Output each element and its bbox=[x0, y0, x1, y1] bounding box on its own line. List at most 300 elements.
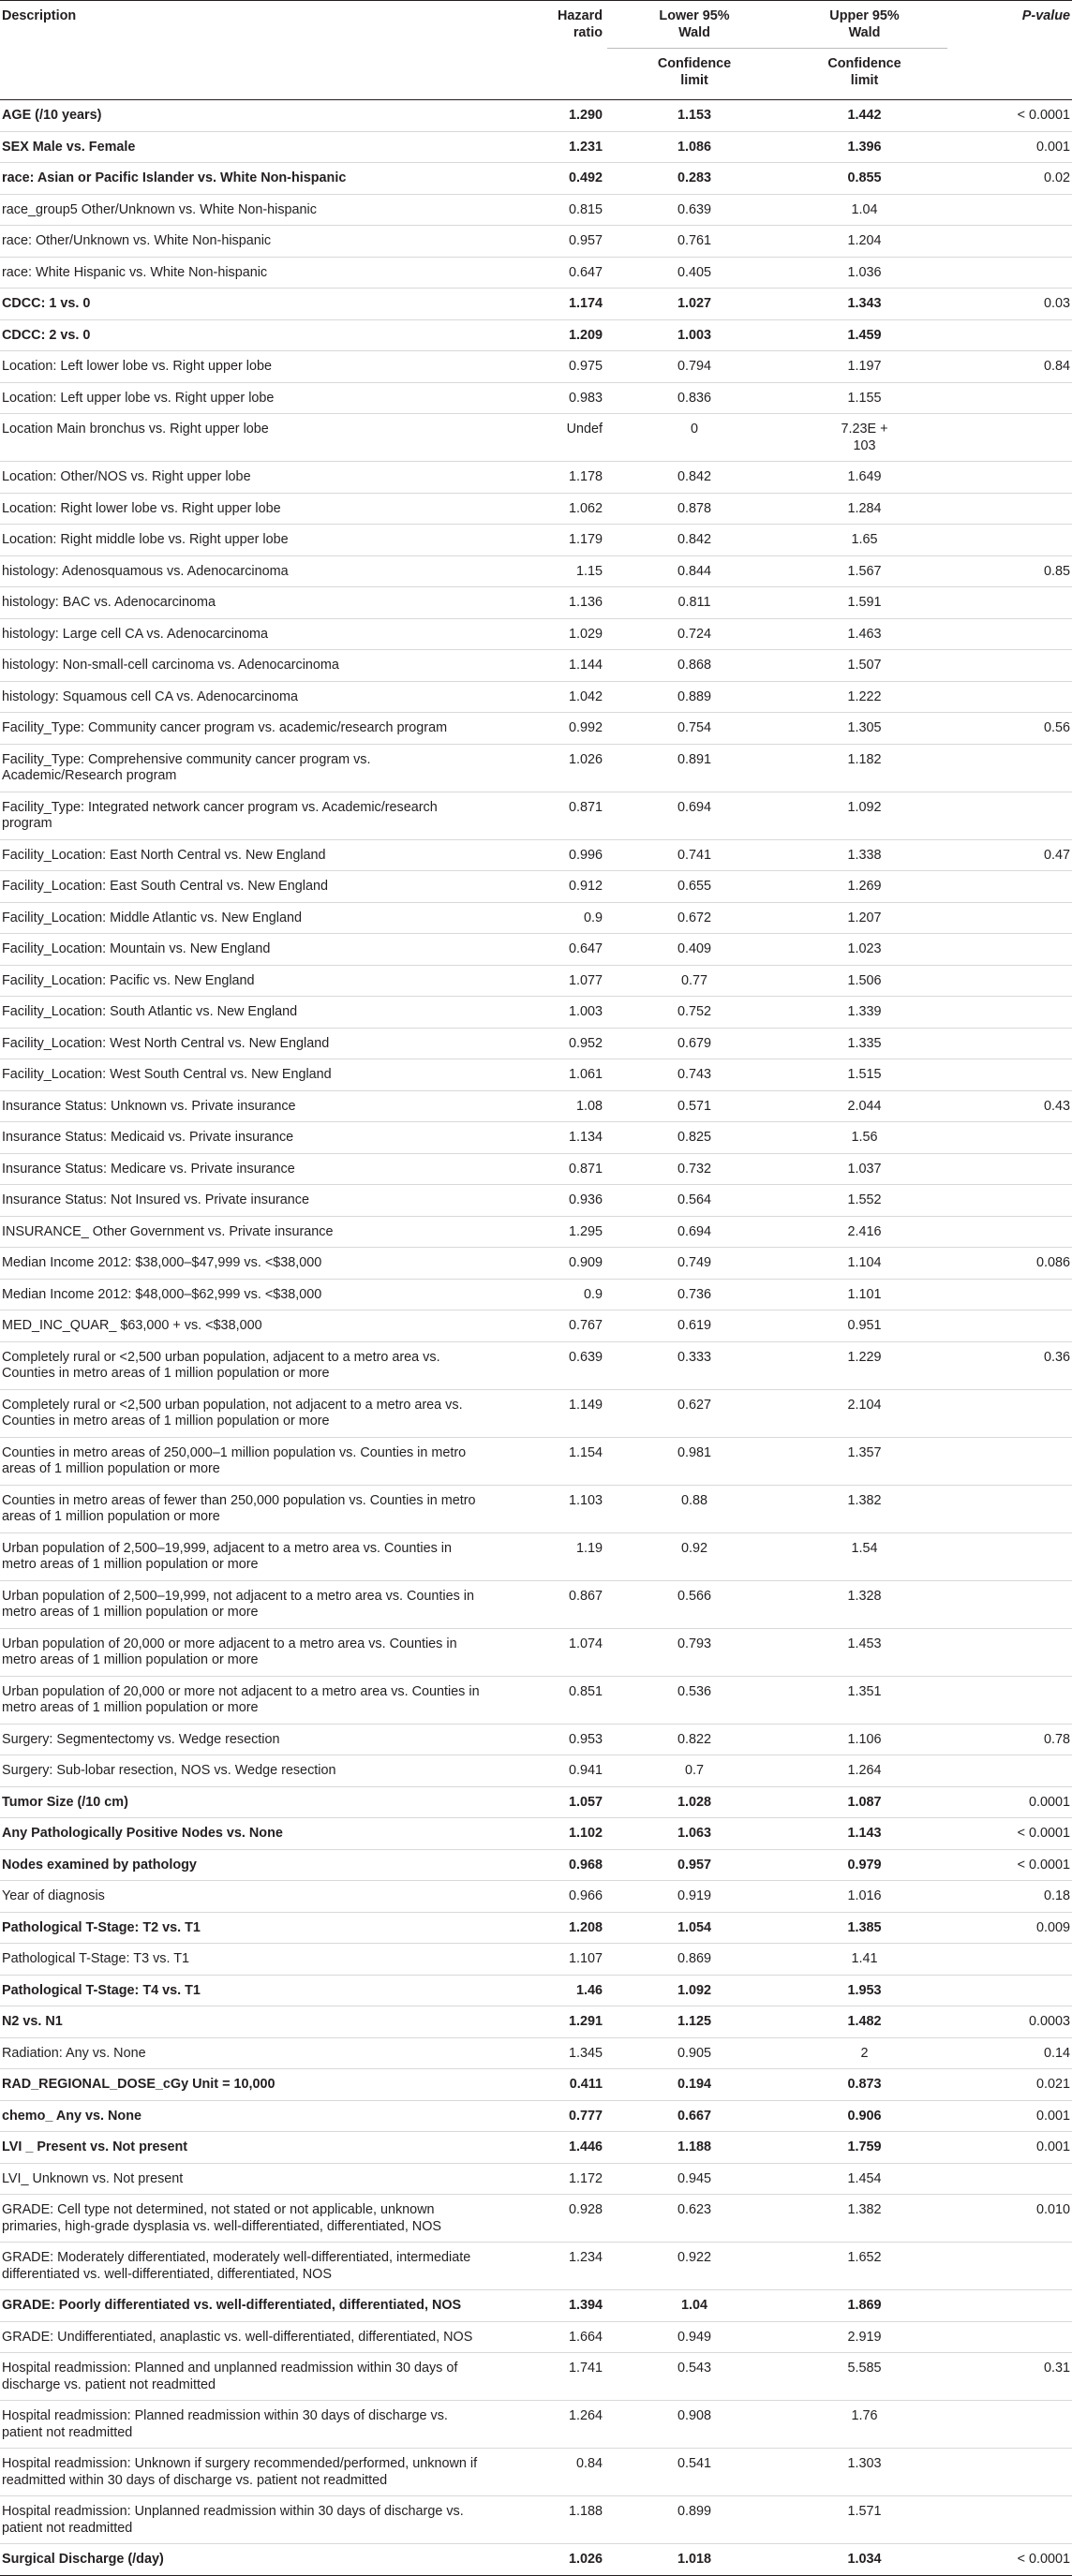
cell-lower-limit: 0.844 bbox=[677, 563, 711, 579]
cell-hazard-ratio: 1.074 bbox=[568, 1636, 603, 1651]
cell-upper-limit-text: 1.284 bbox=[847, 500, 882, 516]
cell-lower-limit: 0.811 bbox=[677, 595, 711, 610]
cell-upper-limit-text: 1.953 bbox=[847, 1982, 882, 1998]
cell-p-value: < 0.0001 bbox=[1017, 2552, 1070, 2567]
cell-p-value bbox=[947, 1310, 1072, 1342]
cell-hazard-ratio: 0.851 bbox=[568, 1683, 603, 1699]
cell-lower-limit: 0.283 bbox=[677, 170, 711, 185]
cell-lower-limit: 0.405 bbox=[677, 264, 711, 280]
cell-upper-limit bbox=[782, 2449, 947, 2496]
cell-description: Location: Left upper lobe vs. Right upper lobe bbox=[2, 390, 275, 406]
cell-upper-limit bbox=[782, 871, 947, 903]
table-row bbox=[0, 131, 1072, 163]
cell-p-value bbox=[947, 226, 1072, 258]
table-row bbox=[0, 839, 1072, 871]
cell-upper-limit bbox=[782, 462, 947, 494]
table-row bbox=[0, 2496, 1072, 2544]
cell-description: GRADE: Poorly differentiated vs. well-differentiated, differentiated, NOS bbox=[2, 2298, 462, 2313]
cell-description: histology: Squamous cell CA vs. Adenocarcinoma bbox=[2, 688, 298, 704]
cell-p-value: 0.021 bbox=[1035, 2077, 1070, 2092]
cell-hazard-ratio: 1.209 bbox=[568, 327, 603, 343]
cell-description: Facility_Location: West South Central vs. New England bbox=[2, 1067, 332, 1082]
cell-upper-limit-text: 1.04 bbox=[851, 201, 878, 217]
cell-hazard-ratio: 0.9 bbox=[583, 1286, 603, 1302]
cell-upper-limit bbox=[782, 744, 947, 792]
table-row bbox=[0, 792, 1072, 839]
cell-lower-limit: 0.667 bbox=[677, 2108, 711, 2124]
cell-description: Surgical Discharge (/day) bbox=[2, 2552, 164, 2567]
table-row bbox=[0, 163, 1072, 195]
cell-upper-limit bbox=[782, 351, 947, 383]
cell-hazard-ratio: 1.149 bbox=[568, 1397, 603, 1413]
cell-hazard-ratio: 1.062 bbox=[568, 500, 603, 516]
table-row bbox=[0, 1310, 1072, 1342]
cell-hazard-ratio: 1.394 bbox=[568, 2298, 603, 2313]
cell-lower-limit: 0.194 bbox=[677, 2077, 711, 2092]
cell-hazard-ratio: 1.102 bbox=[568, 1826, 603, 1841]
cell-hazard-ratio: 0.909 bbox=[568, 1255, 603, 1270]
cell-description: CDCC: 1 vs. 0 bbox=[2, 296, 91, 311]
cell-hazard-ratio: 0.952 bbox=[568, 1035, 603, 1051]
cell-hazard-ratio: 1.08 bbox=[575, 1098, 603, 1114]
cell-lower-limit: 0.868 bbox=[677, 658, 711, 673]
cell-upper-limit bbox=[782, 1485, 947, 1532]
cell-p-value bbox=[947, 871, 1072, 903]
cell-p-value: 0.14 bbox=[1043, 2045, 1070, 2061]
cell-hazard-ratio: 1.234 bbox=[568, 2250, 603, 2265]
cell-lower-limit: 0.949 bbox=[677, 2329, 711, 2345]
cell-description: Location Main bronchus vs. Right upper lobe bbox=[2, 422, 269, 437]
table-row bbox=[0, 289, 1072, 320]
cell-lower-limit: 1.027 bbox=[677, 296, 711, 311]
table-row bbox=[0, 1279, 1072, 1310]
cell-upper-limit bbox=[782, 1389, 947, 1437]
table-row bbox=[0, 587, 1072, 619]
cell-lower-limit: 0.694 bbox=[677, 799, 711, 815]
cell-upper-limit-text: 1.036 bbox=[847, 264, 882, 280]
cell-upper-limit-text: 1.106 bbox=[847, 1731, 882, 1747]
cell-description: Facility_Type: Community cancer program vs. academic/research program bbox=[2, 720, 448, 735]
cell-p-value bbox=[947, 1279, 1072, 1310]
cell-lower-limit: 0.564 bbox=[677, 1192, 711, 1207]
cell-upper-limit bbox=[782, 257, 947, 289]
cell-p-value bbox=[947, 1216, 1072, 1248]
cell-upper-limit-text: 1.264 bbox=[847, 1763, 882, 1778]
cell-upper-limit bbox=[782, 1724, 947, 1755]
cell-hazard-ratio: 1.172 bbox=[568, 2170, 603, 2186]
table-header bbox=[0, 0, 1072, 100]
cell-upper-limit-text: 1.197 bbox=[847, 359, 882, 374]
cell-upper-limit-text: 0.855 bbox=[847, 170, 882, 185]
cell-p-value: 0.56 bbox=[1043, 720, 1070, 735]
cell-upper-limit bbox=[782, 1786, 947, 1818]
cell-upper-limit-text: 1.552 bbox=[847, 1192, 882, 1207]
cell-hazard-ratio: 0.996 bbox=[568, 847, 603, 863]
cell-hazard-ratio: 0.411 bbox=[569, 2077, 603, 2092]
cell-p-value: 0.001 bbox=[1035, 139, 1070, 155]
cell-hazard-ratio: 0.9 bbox=[583, 910, 603, 925]
cell-upper-limit-text: 2.044 bbox=[847, 1098, 882, 1114]
cell-description: AGE (/10 years) bbox=[2, 108, 102, 123]
cell-lower-limit: 0.905 bbox=[677, 2045, 711, 2061]
cell-upper-limit-text: 1.56 bbox=[851, 1130, 878, 1145]
cell-upper-limit bbox=[782, 131, 947, 163]
cell-upper-limit bbox=[782, 1628, 947, 1676]
cell-hazard-ratio: 0.647 bbox=[568, 264, 603, 280]
cell-lower-limit: 1.153 bbox=[677, 108, 711, 123]
cell-upper-limit bbox=[782, 1185, 947, 1217]
cell-upper-limit bbox=[782, 1532, 947, 1580]
cell-description: GRADE: Moderately differentiated, moderately well-differentiated, intermediate differentiated vs. well-differentiated, differentiated, NOS bbox=[2, 2250, 471, 2282]
cell-upper-limit bbox=[782, 2006, 947, 2038]
cell-upper-limit-text: 1.76 bbox=[851, 2408, 878, 2423]
cell-upper-limit bbox=[782, 319, 947, 351]
cell-p-value bbox=[947, 1532, 1072, 1580]
cell-hazard-ratio: 1.290 bbox=[568, 108, 603, 123]
table-row bbox=[0, 2290, 1072, 2322]
cell-description: INSURANCE_ Other Government vs. Private insurance bbox=[2, 1223, 334, 1239]
cell-lower-limit: 0.899 bbox=[677, 2504, 711, 2519]
cell-description: Pathological T-Stage: T2 vs. T1 bbox=[2, 1919, 201, 1935]
cell-upper-limit-text: 0.906 bbox=[847, 2108, 882, 2124]
cell-description: Facility_Location: Middle Atlantic vs. New England bbox=[2, 910, 302, 925]
cell-upper-limit-text: 1.034 bbox=[847, 2552, 882, 2567]
cell-upper-limit-text: 1.016 bbox=[847, 1888, 882, 1903]
cell-hazard-ratio: 1.154 bbox=[568, 1444, 603, 1460]
table-body bbox=[0, 100, 1072, 2576]
cell-upper-limit bbox=[782, 2290, 947, 2322]
cell-description: Location: Left lower lobe vs. Right upper lobe bbox=[2, 359, 272, 374]
cell-hazard-ratio: 0.953 bbox=[568, 1731, 603, 1747]
cell-hazard-ratio: 1.174 bbox=[568, 296, 603, 311]
cell-upper-limit bbox=[782, 1580, 947, 1628]
cell-lower-limit: 0.679 bbox=[677, 1035, 711, 1051]
cell-hazard-ratio: 1.188 bbox=[568, 2504, 603, 2519]
table-row bbox=[0, 2163, 1072, 2195]
table-row bbox=[0, 2037, 1072, 2069]
cell-lower-limit: 0.409 bbox=[677, 941, 711, 956]
header-upper-sub bbox=[782, 49, 947, 100]
cell-hazard-ratio: 0.777 bbox=[568, 2108, 603, 2124]
cell-description: MED_INC_QUAR_ $63,000 + vs. <$38,000 bbox=[2, 1318, 262, 1333]
table-row bbox=[0, 1786, 1072, 1818]
cell-upper-limit-text: 1.652 bbox=[847, 2250, 882, 2265]
table-row bbox=[0, 1912, 1072, 1944]
cell-p-value bbox=[947, 902, 1072, 934]
table-row bbox=[0, 2353, 1072, 2401]
cell-upper-limit-text: 1.339 bbox=[847, 1004, 882, 1019]
table-row bbox=[0, 2544, 1072, 2576]
cell-upper-limit bbox=[782, 1279, 947, 1310]
table-row bbox=[0, 965, 1072, 997]
cell-upper-limit-text: 1.204 bbox=[847, 233, 882, 248]
table-row bbox=[0, 2449, 1072, 2496]
cell-upper-limit bbox=[782, 555, 947, 587]
cell-upper-limit-text: 1.65 bbox=[851, 532, 878, 547]
cell-description: Counties in metro areas of fewer than 250,000 population vs. Counties in metro areas of 1 million population or more bbox=[2, 1492, 476, 1524]
cell-description: LVI _ Present vs. Not present bbox=[2, 2139, 188, 2154]
cell-p-value bbox=[947, 587, 1072, 619]
cell-upper-limit-text: 1.182 bbox=[847, 751, 882, 767]
table-row bbox=[0, 1122, 1072, 1154]
cell-upper-limit bbox=[782, 2321, 947, 2353]
cell-p-value bbox=[947, 934, 1072, 966]
cell-upper-limit bbox=[782, 1437, 947, 1485]
cell-lower-limit: 0.571 bbox=[677, 1098, 711, 1114]
cell-lower-limit: 0.639 bbox=[677, 201, 711, 217]
cell-p-value: 0.47 bbox=[1043, 847, 1070, 863]
cell-description: Hospital readmission: Unplanned readmission within 30 days of discharge vs. patient not readmitted bbox=[2, 2504, 464, 2536]
cell-upper-limit-text: 1.442 bbox=[847, 108, 882, 123]
cell-upper-limit-text: 2 bbox=[860, 2045, 869, 2061]
cell-p-value bbox=[947, 2449, 1072, 2496]
cell-hazard-ratio: 1.029 bbox=[568, 626, 603, 642]
cell-p-value bbox=[947, 1485, 1072, 1532]
cell-hazard-ratio: 1.042 bbox=[568, 688, 603, 704]
table-row bbox=[0, 2243, 1072, 2290]
cell-upper-limit bbox=[782, 1090, 947, 1122]
cell-upper-limit bbox=[782, 226, 947, 258]
cell-hazard-ratio: 0.84 bbox=[575, 2456, 603, 2471]
cell-upper-limit-text: 1.869 bbox=[847, 2298, 882, 2313]
cell-upper-limit-text: 1.092 bbox=[847, 799, 882, 815]
cell-p-value bbox=[947, 2496, 1072, 2544]
cell-hazard-ratio: 1.107 bbox=[568, 1951, 603, 1966]
cell-upper-limit bbox=[782, 587, 947, 619]
cell-lower-limit: 0.825 bbox=[677, 1130, 711, 1145]
cell-lower-limit: 1.04 bbox=[680, 2298, 707, 2313]
table-row bbox=[0, 1090, 1072, 1122]
cell-upper-limit-text: 7.23E + 103 bbox=[841, 422, 888, 453]
cell-p-value: 0.02 bbox=[1043, 170, 1070, 185]
cell-description: LVI_ Unknown vs. Not present bbox=[2, 2170, 184, 2186]
cell-hazard-ratio: 0.928 bbox=[568, 2202, 603, 2217]
cell-upper-limit bbox=[782, 1248, 947, 1280]
cell-lower-limit: 0.92 bbox=[680, 1540, 707, 1556]
cell-p-value: 0.43 bbox=[1043, 1098, 1070, 1114]
cell-hazard-ratio: 0.941 bbox=[568, 1763, 603, 1778]
cell-lower-limit: 0.694 bbox=[677, 1223, 711, 1239]
cell-upper-limit bbox=[782, 997, 947, 1029]
cell-p-value: 0.0003 bbox=[1028, 2014, 1070, 2029]
cell-upper-limit-text: 1.382 bbox=[847, 2202, 882, 2217]
cell-p-value bbox=[947, 319, 1072, 351]
cell-p-value bbox=[947, 997, 1072, 1029]
cell-lower-limit: 0.619 bbox=[677, 1318, 711, 1333]
cell-description: Median Income 2012: $38,000–$47,999 vs. <$38,000 bbox=[2, 1255, 322, 1270]
table-row bbox=[0, 618, 1072, 650]
cell-upper-limit bbox=[782, 414, 947, 462]
cell-p-value bbox=[947, 1944, 1072, 1976]
cell-upper-limit-text: 1.303 bbox=[847, 2456, 882, 2471]
cell-hazard-ratio: 0.957 bbox=[568, 233, 603, 248]
cell-description: Surgery: Segmentectomy vs. Wedge resection bbox=[2, 1731, 280, 1747]
cell-hazard-ratio: 1.061 bbox=[568, 1067, 603, 1082]
cell-upper-limit-text: 1.143 bbox=[847, 1826, 882, 1841]
table-row bbox=[0, 1944, 1072, 1976]
cell-upper-limit-text: 0.873 bbox=[847, 2077, 882, 2092]
table-row bbox=[0, 650, 1072, 682]
cell-description: Hospital readmission: Planned and unplanned readmission within 30 days of discharge vs. patient not readmitted bbox=[2, 2361, 458, 2392]
cell-p-value bbox=[947, 2290, 1072, 2322]
cell-lower-limit: 0.655 bbox=[677, 879, 711, 894]
cell-p-value: 0.31 bbox=[1043, 2361, 1070, 2376]
cell-p-value bbox=[947, 650, 1072, 682]
cell-lower-limit: 0.7 bbox=[684, 1763, 704, 1778]
cell-upper-limit-text: 1.507 bbox=[847, 658, 882, 673]
cell-upper-limit bbox=[782, 681, 947, 713]
cell-upper-limit-text: 1.101 bbox=[847, 1286, 882, 1302]
cell-upper-limit bbox=[782, 1912, 947, 1944]
cell-upper-limit-text: 1.506 bbox=[847, 972, 882, 988]
cell-p-value bbox=[947, 1755, 1072, 1787]
cell-p-value bbox=[947, 493, 1072, 525]
cell-description: Urban population of 20,000 or more adjacent to a metro area vs. Counties in metro areas of 1 million population or more bbox=[2, 1636, 457, 1667]
cell-upper-limit-text: 1.385 bbox=[847, 1919, 882, 1935]
cell-lower-limit: 0.891 bbox=[677, 751, 711, 767]
cell-upper-limit-text: 1.482 bbox=[847, 2014, 882, 2029]
cell-upper-limit bbox=[782, 1881, 947, 1913]
cell-description: Location: Other/NOS vs. Right upper lobe bbox=[2, 469, 251, 484]
cell-upper-limit bbox=[782, 194, 947, 226]
cell-upper-limit bbox=[782, 2401, 947, 2449]
cell-upper-limit-text: 1.41 bbox=[851, 1951, 878, 1966]
cell-description: RAD_REGIONAL_DOSE_cGy Unit = 10,000 bbox=[2, 2077, 275, 2092]
table-row bbox=[0, 525, 1072, 556]
cell-upper-limit-text: 1.222 bbox=[847, 688, 882, 704]
cell-upper-limit-text: 1.454 bbox=[847, 2170, 882, 2186]
cell-description: Pathological T-Stage: T3 vs. T1 bbox=[2, 1951, 189, 1966]
cell-hazard-ratio: 1.178 bbox=[568, 469, 603, 484]
cell-description: histology: Adenosquamous vs. Adenocarcinoma bbox=[2, 563, 289, 579]
cell-description: Facility_Type: Comprehensive community cancer program vs. Academic/Research program bbox=[2, 751, 371, 783]
table-row bbox=[0, 1724, 1072, 1755]
cell-upper-limit-text: 1.338 bbox=[847, 847, 882, 863]
table-row bbox=[0, 1389, 1072, 1437]
table-row bbox=[0, 1216, 1072, 1248]
cell-hazard-ratio: 1.345 bbox=[568, 2045, 603, 2061]
table-row bbox=[0, 713, 1072, 745]
cell-upper-limit bbox=[782, 1818, 947, 1850]
cell-hazard-ratio: 1.231 bbox=[568, 139, 603, 155]
cell-hazard-ratio: 1.19 bbox=[575, 1540, 603, 1556]
cell-upper-limit bbox=[782, 2100, 947, 2132]
cell-p-value bbox=[947, 1975, 1072, 2006]
cell-p-value: < 0.0001 bbox=[1017, 108, 1070, 123]
header-p-value bbox=[947, 0, 1072, 49]
cell-p-value bbox=[947, 792, 1072, 839]
cell-lower-limit: 0.752 bbox=[677, 1004, 711, 1019]
cell-p-value: 0.36 bbox=[1043, 1349, 1070, 1365]
cell-description: Urban population of 2,500–19,999, adjacent to a metro area vs. Counties in metro areas of 1 million population or more bbox=[2, 1540, 453, 1572]
table-row bbox=[0, 414, 1072, 462]
cell-lower-limit: 0.623 bbox=[677, 2202, 711, 2217]
table-row bbox=[0, 2100, 1072, 2132]
cell-p-value bbox=[947, 681, 1072, 713]
cell-description: race: Other/Unknown vs. White Non-hispanic bbox=[2, 233, 272, 248]
cell-p-value bbox=[947, 1389, 1072, 1437]
cell-lower-limit: 0.741 bbox=[677, 847, 711, 863]
cell-lower-limit: 0.566 bbox=[677, 1588, 711, 1604]
cell-hazard-ratio: 1.46 bbox=[575, 1982, 603, 1998]
cell-hazard-ratio: 0.966 bbox=[568, 1888, 603, 1903]
cell-hazard-ratio: 0.871 bbox=[568, 1161, 603, 1177]
cell-upper-limit-text: 2.919 bbox=[847, 2329, 882, 2345]
cell-description: GRADE: Undifferentiated, anaplastic vs. well-differentiated, differentiated, NOS bbox=[2, 2329, 473, 2345]
cell-hazard-ratio: 1.026 bbox=[568, 751, 603, 767]
cell-upper-limit-text: 1.649 bbox=[847, 469, 882, 484]
cell-lower-limit: 0.543 bbox=[677, 2361, 711, 2376]
cell-upper-limit-text: 2.416 bbox=[847, 1223, 882, 1239]
cell-description: Urban population of 2,500–19,999, not adjacent to a metro area vs. Counties in metro areas of 1 million population or more bbox=[2, 1588, 475, 1620]
cell-lower-limit: 0.541 bbox=[677, 2456, 711, 2471]
cell-upper-limit bbox=[782, 1975, 947, 2006]
cell-description: Hospital readmission: Unknown if surgery recommended/performed, unknown if readmitted within 30 days of discharge vs. patient not readmitted bbox=[2, 2456, 478, 2488]
cell-p-value bbox=[947, 1028, 1072, 1059]
cell-description: Facility_Location: East South Central vs. New England bbox=[2, 879, 328, 894]
cell-lower-limit: 0.743 bbox=[677, 1067, 711, 1082]
cell-upper-limit bbox=[782, 839, 947, 871]
cell-upper-limit bbox=[782, 1153, 947, 1185]
cell-hazard-ratio: 0.647 bbox=[568, 941, 603, 956]
cell-lower-limit: 0.627 bbox=[677, 1397, 711, 1413]
table-row bbox=[0, 555, 1072, 587]
cell-p-value bbox=[947, 382, 1072, 414]
cell-description: Any Pathologically Positive Nodes vs. None bbox=[2, 1826, 283, 1841]
cell-description: Facility_Type: Integrated network cancer program vs. Academic/research program bbox=[2, 799, 438, 831]
cell-upper-limit-text: 1.305 bbox=[847, 720, 882, 735]
table-row bbox=[0, 194, 1072, 226]
cell-p-value bbox=[947, 1676, 1072, 1724]
cell-lower-limit: 0.732 bbox=[677, 1161, 711, 1177]
table-row bbox=[0, 2401, 1072, 2449]
cell-description: Facility_Location: Pacific vs. New England bbox=[2, 972, 255, 988]
table-row bbox=[0, 226, 1072, 258]
cell-description: Completely rural or <2,500 urban population, adjacent to a metro area vs. Counties in metro areas of 1 million population or more bbox=[2, 1349, 440, 1381]
cell-p-value: 0.85 bbox=[1043, 563, 1070, 579]
cell-upper-limit-text: 1.463 bbox=[847, 626, 882, 642]
cell-p-value bbox=[947, 462, 1072, 494]
cell-description: CDCC: 2 vs. 0 bbox=[2, 327, 91, 343]
cell-lower-limit: 0.908 bbox=[677, 2408, 711, 2423]
table-row bbox=[0, 382, 1072, 414]
header-description: Description bbox=[2, 8, 77, 23]
cell-p-value bbox=[947, 1122, 1072, 1154]
cell-description: Hospital readmission: Planned readmission within 30 days of discharge vs. patient not readmitted bbox=[2, 2408, 448, 2440]
cell-hazard-ratio: 1.144 bbox=[568, 658, 603, 673]
cell-upper-limit-text: 1.269 bbox=[847, 879, 882, 894]
cell-upper-limit bbox=[782, 1341, 947, 1389]
cell-description: histology: Non-small-cell carcinoma vs. Adenocarcinoma bbox=[2, 658, 339, 673]
cell-upper-limit-text: 1.459 bbox=[847, 327, 882, 343]
cell-hazard-ratio: 1.179 bbox=[568, 532, 603, 547]
header-upper-wald-text: Upper 95% Wald bbox=[829, 8, 900, 40]
cell-p-value bbox=[947, 1153, 1072, 1185]
cell-description: Radiation: Any vs. None bbox=[2, 2045, 146, 2061]
cell-p-value bbox=[947, 194, 1072, 226]
cell-upper-limit bbox=[782, 618, 947, 650]
cell-description: Insurance Status: Medicare vs. Private insurance bbox=[2, 1161, 295, 1177]
cell-upper-limit-text: 1.037 bbox=[847, 1161, 882, 1177]
cell-upper-limit bbox=[782, 2243, 947, 2290]
header-lower-sub-text: Confidence limit bbox=[657, 56, 732, 88]
table-row bbox=[0, 744, 1072, 792]
cell-upper-limit bbox=[782, 1310, 947, 1342]
cell-lower-limit: 0 bbox=[690, 422, 698, 437]
cell-upper-limit-text: 1.343 bbox=[847, 296, 882, 311]
cell-p-value bbox=[947, 1059, 1072, 1091]
cell-lower-limit: 0.536 bbox=[677, 1683, 711, 1699]
